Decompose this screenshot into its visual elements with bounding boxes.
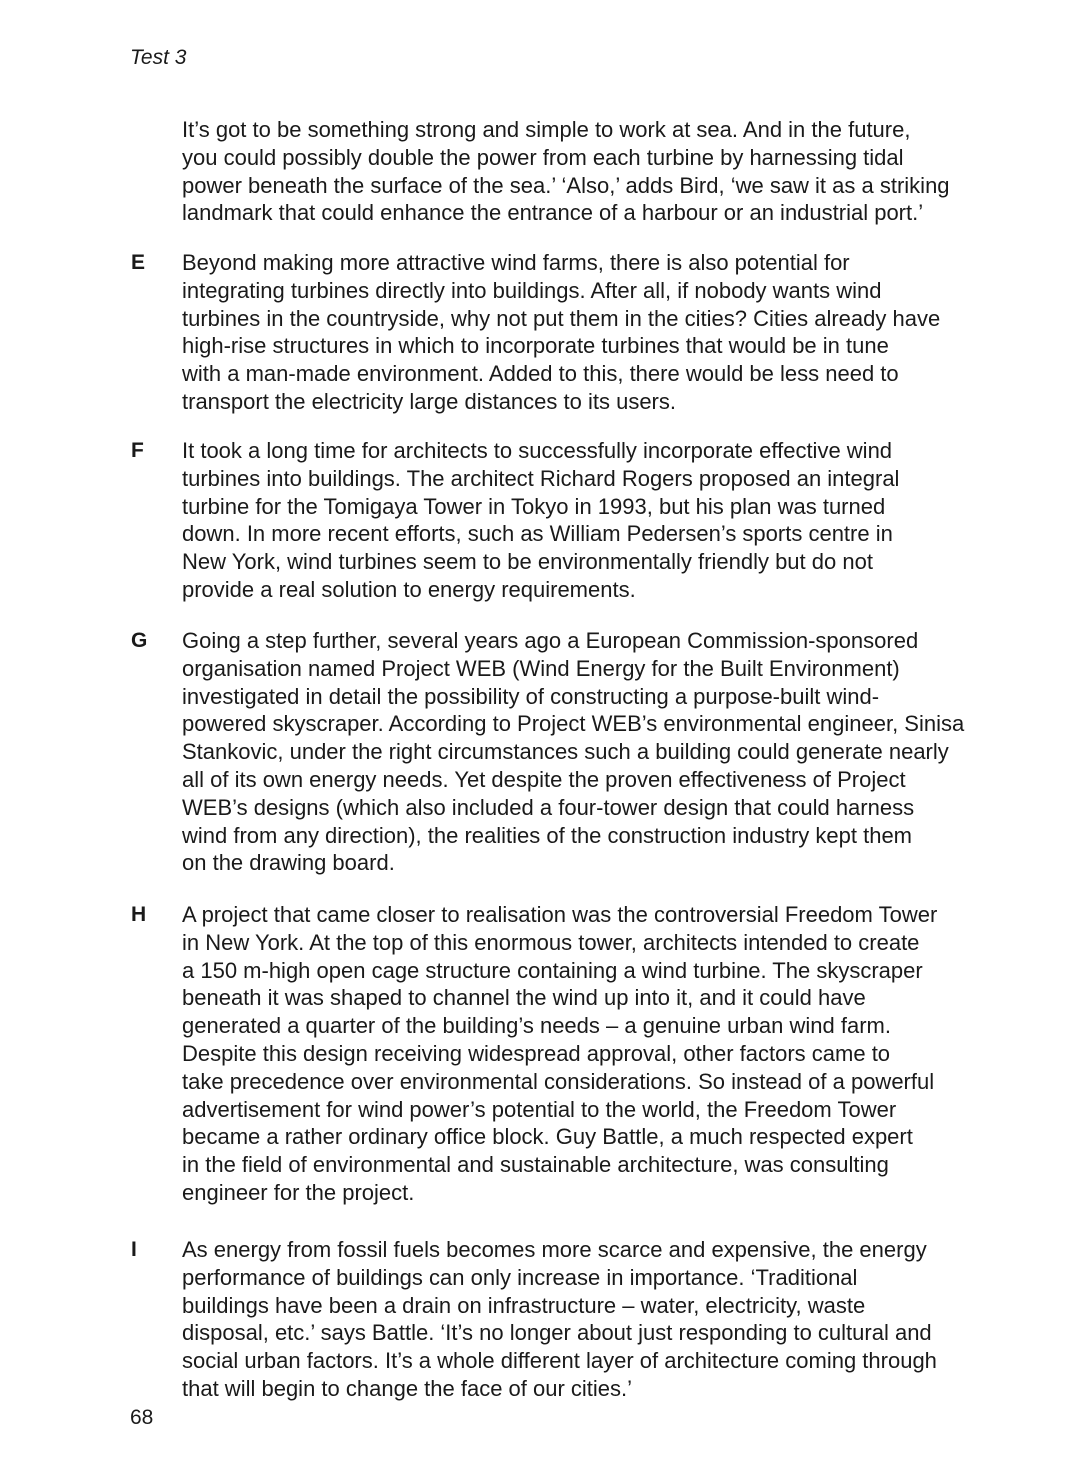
text-line: investigated in detail the possibility of constructing a purpose-built wind- <box>182 683 880 709</box>
text-line: integrating turbines directly into buildings. After all, if nobody wants wind <box>182 277 882 303</box>
paragraph-text <box>182 116 1062 227</box>
text-line: Stankovic, under the right circumstances such a building could generate nearly <box>182 739 949 765</box>
paragraph-letter: G <box>131 629 148 652</box>
text-line: Going a step further, several years ago a European Commission-sponsored <box>182 628 919 653</box>
text-line: landmark that could enhance the entrance of a harbour or an industrial port.’ <box>182 200 924 226</box>
text-line: high-rise structures in which to incorporate turbines that would be in tune <box>182 333 889 359</box>
text-line: performance of buildings can only increase in importance. ‘Traditional <box>182 1264 858 1290</box>
text-line: It took a long time for architects to successfully incorporate effective wind <box>182 438 893 463</box>
paragraph-letter: E <box>131 251 146 274</box>
text-line: buildings have been a drain on infrastructure – water, electricity, waste <box>182 1292 866 1318</box>
text-line: beneath it was shaped to channel the wind up into it, and it could have <box>182 985 866 1011</box>
text-line: As energy from fossil fuels becomes more scarce and expensive, the energy <box>182 1237 927 1262</box>
text-line: that will begin to change the face of our cities.’ <box>182 1375 633 1401</box>
text-line: A project that came closer to realisation was the controversial Freedom Tower <box>182 902 938 927</box>
text-line: generated a quarter of the building’s needs – a genuine urban wind farm. <box>182 1013 891 1039</box>
text-line: advertisement for wind power’s potential to the world, the Freedom Tower <box>182 1096 897 1122</box>
text-line: take precedence over environmental considerations. So instead of a powerful <box>182 1068 935 1094</box>
paragraph-letter: H <box>131 903 147 926</box>
text-line: in the field of environmental and sustainable architecture, was consulting <box>182 1152 889 1178</box>
text-line: WEB’s designs (which also included a four-tower design that could harness <box>182 794 915 820</box>
text-line: in New York. At the top of this enormous tower, architects intended to create <box>182 929 920 955</box>
text-line: provide a real solution to energy requirements. <box>182 576 636 602</box>
page-number: 68 <box>130 1406 154 1429</box>
paragraph-text <box>182 249 1062 416</box>
text-line: It’s got to be something strong and simple to work at sea. And in the future, <box>182 117 911 142</box>
text-line: all of its own energy needs. Yet despite the proven effectiveness of Project <box>182 766 906 792</box>
text-line: Despite this design receiving widespread approval, other factors came to <box>182 1040 891 1066</box>
text-line: with a man-made environment. Added to this, there would be less need to <box>182 361 899 387</box>
text-line: social urban factors. It’s a whole different layer of architecture coming through <box>182 1348 937 1374</box>
text-line: turbine for the Tomigaya Tower in Tokyo in 1993, but his plan was turned <box>182 493 886 519</box>
paragraph-text <box>182 627 1062 877</box>
text-line: engineer for the project. <box>182 1179 415 1205</box>
paragraph-letter: I <box>131 1238 137 1261</box>
paragraph-letter: F <box>131 439 144 462</box>
text-line: New York, wind turbines seem to be environmentally friendly but do not <box>182 549 873 575</box>
text-line: disposal, etc.’ says Battle. ‘It’s no longer about just responding to cultural and <box>182 1320 932 1346</box>
text-line: became a rather ordinary office block. Guy Battle, a much respected expert <box>182 1124 913 1150</box>
text-line: down. In more recent efforts, such as William Pedersen’s sports centre in <box>182 521 893 547</box>
page-header: Test 3 <box>130 46 187 69</box>
text-line: on the drawing board. <box>182 850 395 876</box>
paragraph-text <box>182 1236 1062 1403</box>
text-line: powered skyscraper. According to Project WEB’s environmental engineer, Sinisa <box>182 711 965 737</box>
text-line: Beyond making more attractive wind farms, there is also potential for <box>182 250 850 275</box>
paragraph-text <box>182 437 1062 604</box>
text-line: wind from any direction), the realities of the construction industry kept them <box>182 822 913 848</box>
text-line: you could possibly double the power from each turbine by harnessing tidal <box>182 144 904 170</box>
text-line: turbines into buildings. The architect Richard Rogers proposed an integral <box>182 465 900 491</box>
text-line: turbines in the countryside, why not put them in the cities? Cities already have <box>182 305 941 331</box>
paragraph-text <box>182 901 1062 1207</box>
text-line: a 150 m-high open cage structure containing a wind turbine. The skyscraper <box>182 957 923 983</box>
text-line: power beneath the surface of the sea.’ ‘Also,’ adds Bird, ‘we saw it as a striking <box>182 172 950 198</box>
text-line: transport the electricity large distances to its users. <box>182 388 676 414</box>
text-line: organisation named Project WEB (Wind Energy for the Built Environment) <box>182 655 900 681</box>
